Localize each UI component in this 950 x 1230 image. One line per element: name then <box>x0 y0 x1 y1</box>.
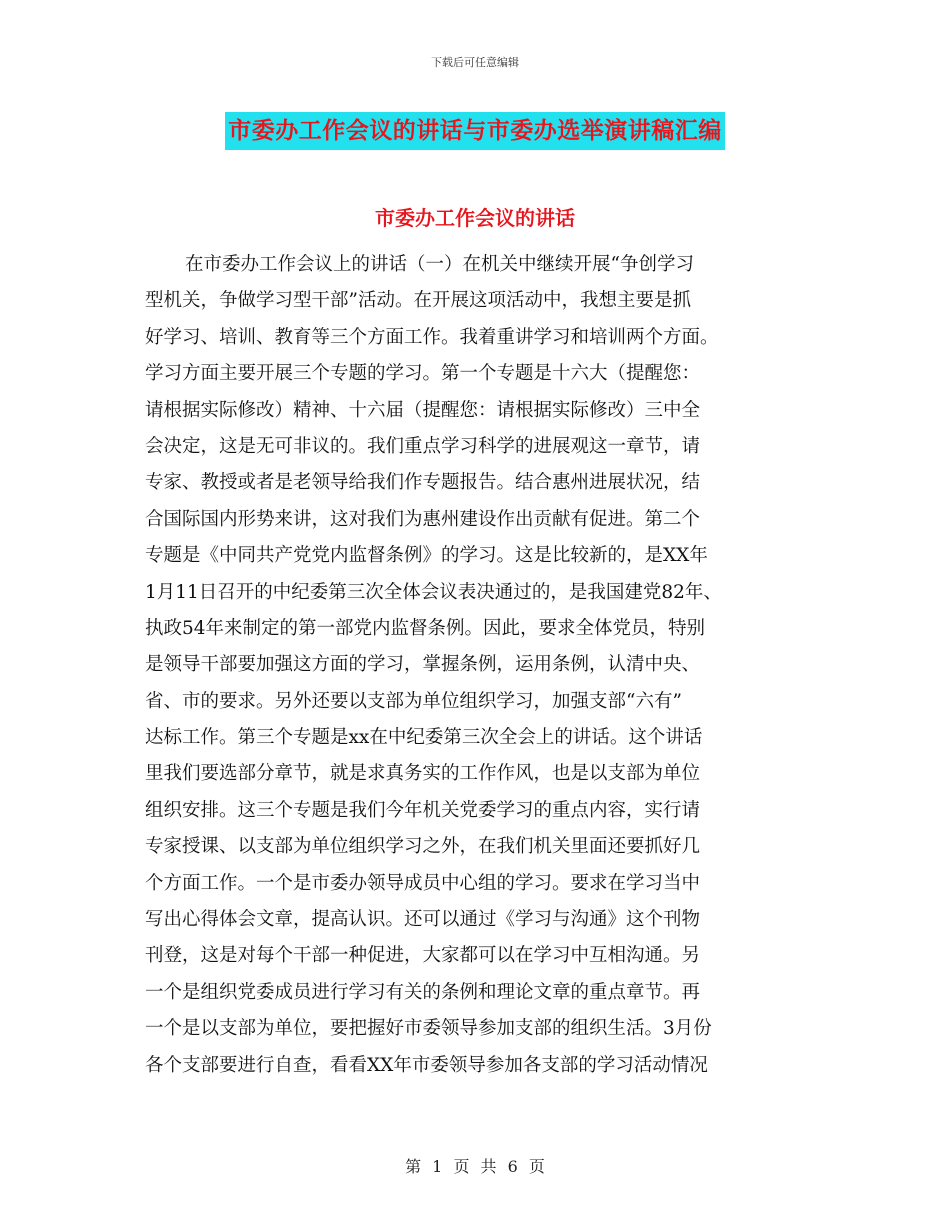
body-text <box>145 247 815 1084</box>
body-line: 在市委办工作会议上的讲话（一）在机关中继续开展“争创学习 <box>185 254 694 275</box>
body-line: 里我们要选部分章节，就是求真务实的工作作风，也是以支部为单位 <box>145 763 701 785</box>
body-line: 1月11日召开的中纪委第三次全体会议表决通过的，是我国建党82年、 <box>145 581 722 603</box>
body-line: 一个是组织党委成员进行学习有关的条例和理论文章的重点章节。再 <box>145 981 701 1003</box>
body-line: 达标工作。第三个专题是xx在中纪委第三次全会上的讲话。这个讲话 <box>145 727 703 749</box>
body-line: 一个是以支部为单位，要把握好市委领导参加支部的组织生活。3月份 <box>145 1018 712 1040</box>
body-line: 刊登，这是对每个干部一种促进，大家都可以在学习中互相沟通。另 <box>145 945 701 967</box>
body-line: 执政54年来制定的第一部党内监督条例。因此，要求全体党员，特别 <box>145 617 706 639</box>
body-line: 专家、教授或者是老领导给我们作专题报告。结合惠州进展状况，结 <box>145 472 701 494</box>
body-line: 各个支部要进行自查，看看XX年市委领导参加各支部的学习活动情况 <box>145 1054 708 1076</box>
body-line: 好学习、培训、教育等三个方面工作。我着重讲学习和培训两个方面。 <box>145 326 719 348</box>
body-line: 组织安排。这三个专题是我们今年机关党委学习的重点内容，实行请 <box>145 799 701 821</box>
main-title: 市委办工作会议的讲话与市委办选举演讲稿汇编 <box>225 112 725 150</box>
body-line: 会决定，这是无可非议的。我们重点学习科学的进展观这一章节，请 <box>145 435 701 457</box>
section-title: 市委办工作会议的讲话 <box>375 206 575 230</box>
body-line: 写出心得体会文章，提高认识。还可以通过《学习与沟通》这个刊物 <box>145 909 701 931</box>
body-line: 型机关，争做学习型干部”活动。在开展这项活动中，我想主要是抓 <box>145 290 691 312</box>
body-line: 请根据实际修改）精神、十六届（提醒您：请根据实际修改）三中全 <box>145 399 701 421</box>
body-line: 是领导干部要加强这方面的学习，掌握条例，运用条例，认清中央、 <box>145 654 701 676</box>
page-footer: 第 1 页 共 6 页 <box>405 1157 545 1176</box>
body-line: 专题是《中同共产党党内监督条例》的学习。这是比较新的，是XX年 <box>145 545 708 567</box>
body-line: 个方面工作。一个是市委办领导成员中心组的学习。要求在学习当中 <box>145 872 701 894</box>
body-line: 合国际国内形势来讲，这对我们为惠州建设作出贡献有促进。第二个 <box>145 508 701 530</box>
body-line: 学习方面主要开展三个专题的学习。第一个专题是十六大（提醒您： <box>145 363 701 385</box>
body-line: 专家授课、以支部为单位组织学习之外，在我们机关里面还要抓好几 <box>145 836 701 858</box>
main-title-wrap <box>0 112 950 150</box>
body-line: 省、市的要求。另外还要以支部为单位组织学习，加强支部“六有” <box>145 690 682 712</box>
header-note: 下载后可任意编辑 <box>431 56 519 69</box>
